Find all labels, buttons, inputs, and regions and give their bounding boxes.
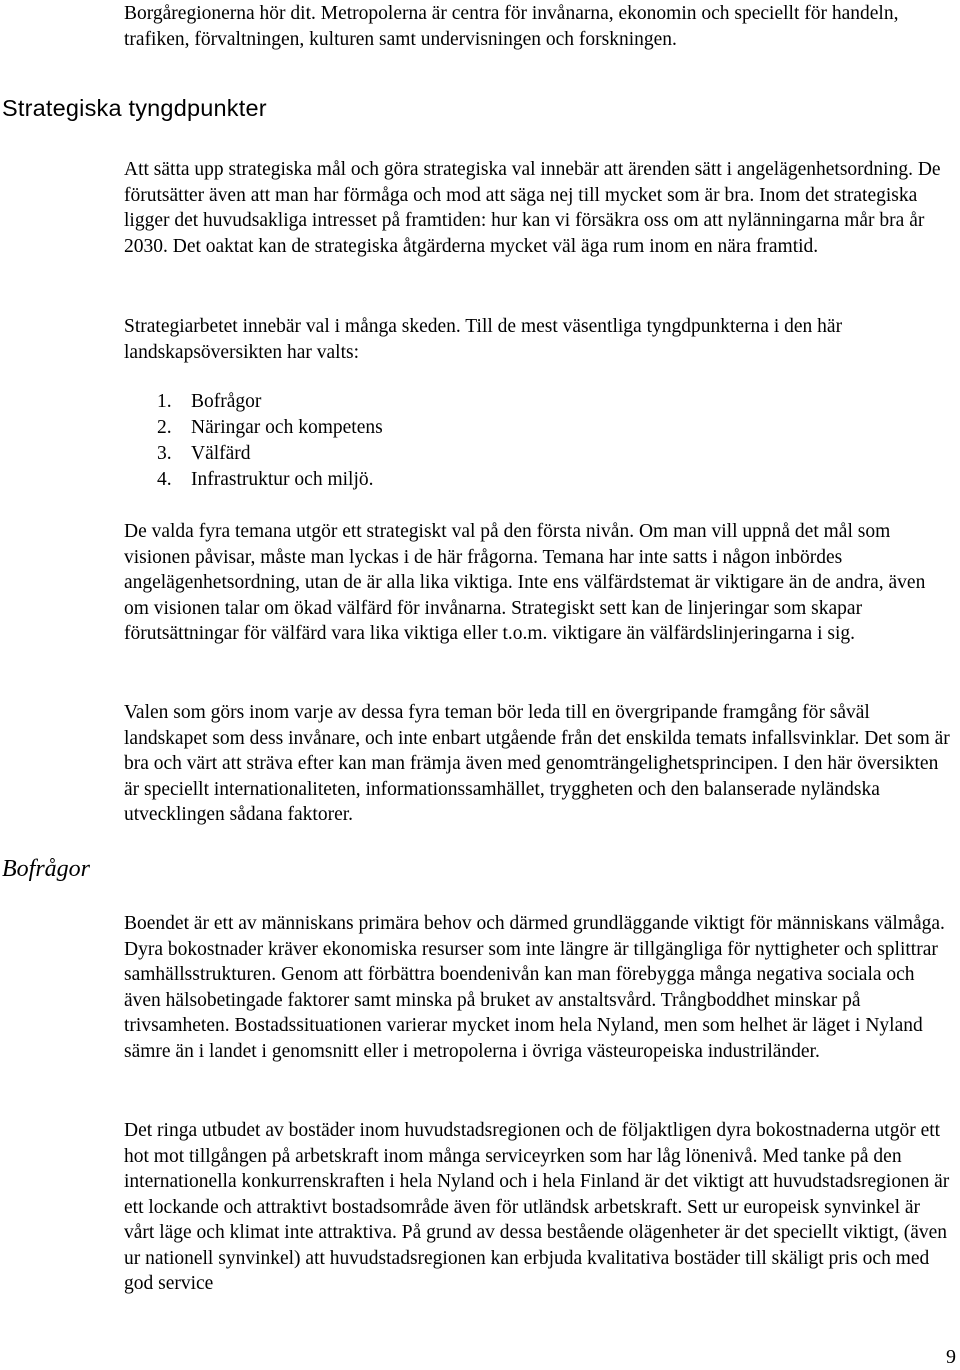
list-item: 3. Välfärd [157, 443, 251, 464]
list-item: 4. Infrastruktur och miljö. [157, 469, 374, 490]
page-number: 9 [946, 1346, 956, 1368]
intro-paragraph: Borgåregionerna hör dit. Metropolerna är centra för invånarna, ekonomin och speciellt för handeln, trafiken, förvaltningen, kulturen samt undervisningen och forskningen. [124, 3, 899, 50]
list-item: 2. Näringar och kompetens [157, 417, 383, 438]
section-heading: Strategiska tyngdpunkter [2, 95, 267, 121]
paragraph-strategy-work: Strategiarbetet innebär val i många skeden. Till de mest väsentliga tyngdpunkterna i den här landskapsöversikten har valts: [124, 316, 843, 363]
bofragor-heading: Bofrågor [2, 856, 91, 882]
paragraph-housing-supply: Det ringa utbudet av bostäder inom huvudstadsregionen och de följaktligen dyra bokostnaderna utgör ett hot mot tillgången på arbetskraft inom många serviceyrken som har låg lönenivå. Med tanke på den internationella konkurrenskraften i hela Nyland och i hela Finland är det viktigt att huvudstadsregionen är ett lockande och attraktivt bostadsområde även för utländsk arbetskraft. Sett ur europeisk synvinkel är vårt läge och klimat inte attraktiva. På grund av dessa bestående olägenheter är det speciellt viktigt, (även ur nationell synvinkel) att huvudstadsregionen kan erbjuda kvalitativa bostäder till skäligt pris och med god service [124, 1120, 950, 1294]
theme-list [157, 389, 383, 493]
paragraph-housing: Boendet är ett av människans primära behov och därmed grundläggande viktigt för människans välmåga. Dyra bokostnader kräver ekonomiska resurser som inte längre är tillgängliga för nyttigheter och splittrar samhällsstrukturen. Genom att förbättra boendenivån kan man förebygga många negativa sociala och även hälsobetingade faktorer samt minska på bruket av anstaltsvård. Trångboddhet minskar på trivsamheten. Bostadssituationen varierar mycket inom hela Nyland, men som helhet är läget i Nyland sämre än i landet i genomsnitt eller i metropolerna i övriga västeuropeiska industriländer. [124, 913, 945, 1062]
paragraph-themes: De valda fyra temana utgör ett strategiskt val på den första nivån. Om man vill uppnå det mål som visionen påvisar, måste man lyckas i de här frågorna. Temana har inte satts i någon inbördes angelägenhetsordning, utan de är alla lika viktiga. Inte ens välfärdstemat är viktigare än de andra, även om visionen talar om ökad välfärd för invånarna. Strategiskt sett kan de linjeringar som skapar förutsättningar för välfärd vara lika viktiga eller t.o.m. viktigare än välfärdslinjeringarna i sig. [124, 521, 926, 644]
paragraph-strategic-goals: Att sätta upp strategiska mål och göra strategiska val innebär att ärenden sätt i angelägenhetsordning. De förutsätter även att man har förmåga och mod att säga nej till mycket som är bra. Inom det strategiska ligger det huvudsakliga intresset på framtiden: hur kan vi försäkra oss om att nylänningarna mår bra år 2030. Det oaktat kan de strategiska åtgärderna mycket väl äga rum inom en nära framtid. [124, 159, 941, 257]
list-item: 1. Bofrågor [157, 391, 262, 412]
paragraph-choices: Valen som görs inom varje av dessa fyra teman bör leda till en övergripande framgång för såväl landskapet som dess invånare, och inte enbart utgående från det enskilda temats infallsvinklar. Det som är bra och värt att sträva efter kan man främja även med genomträngelighetsprincipen. I den här översikten är speciellt internationaliteten, informationssamhället, tryggheten och den balanserade nyländska utvecklingen sådana faktorer. [124, 702, 950, 825]
